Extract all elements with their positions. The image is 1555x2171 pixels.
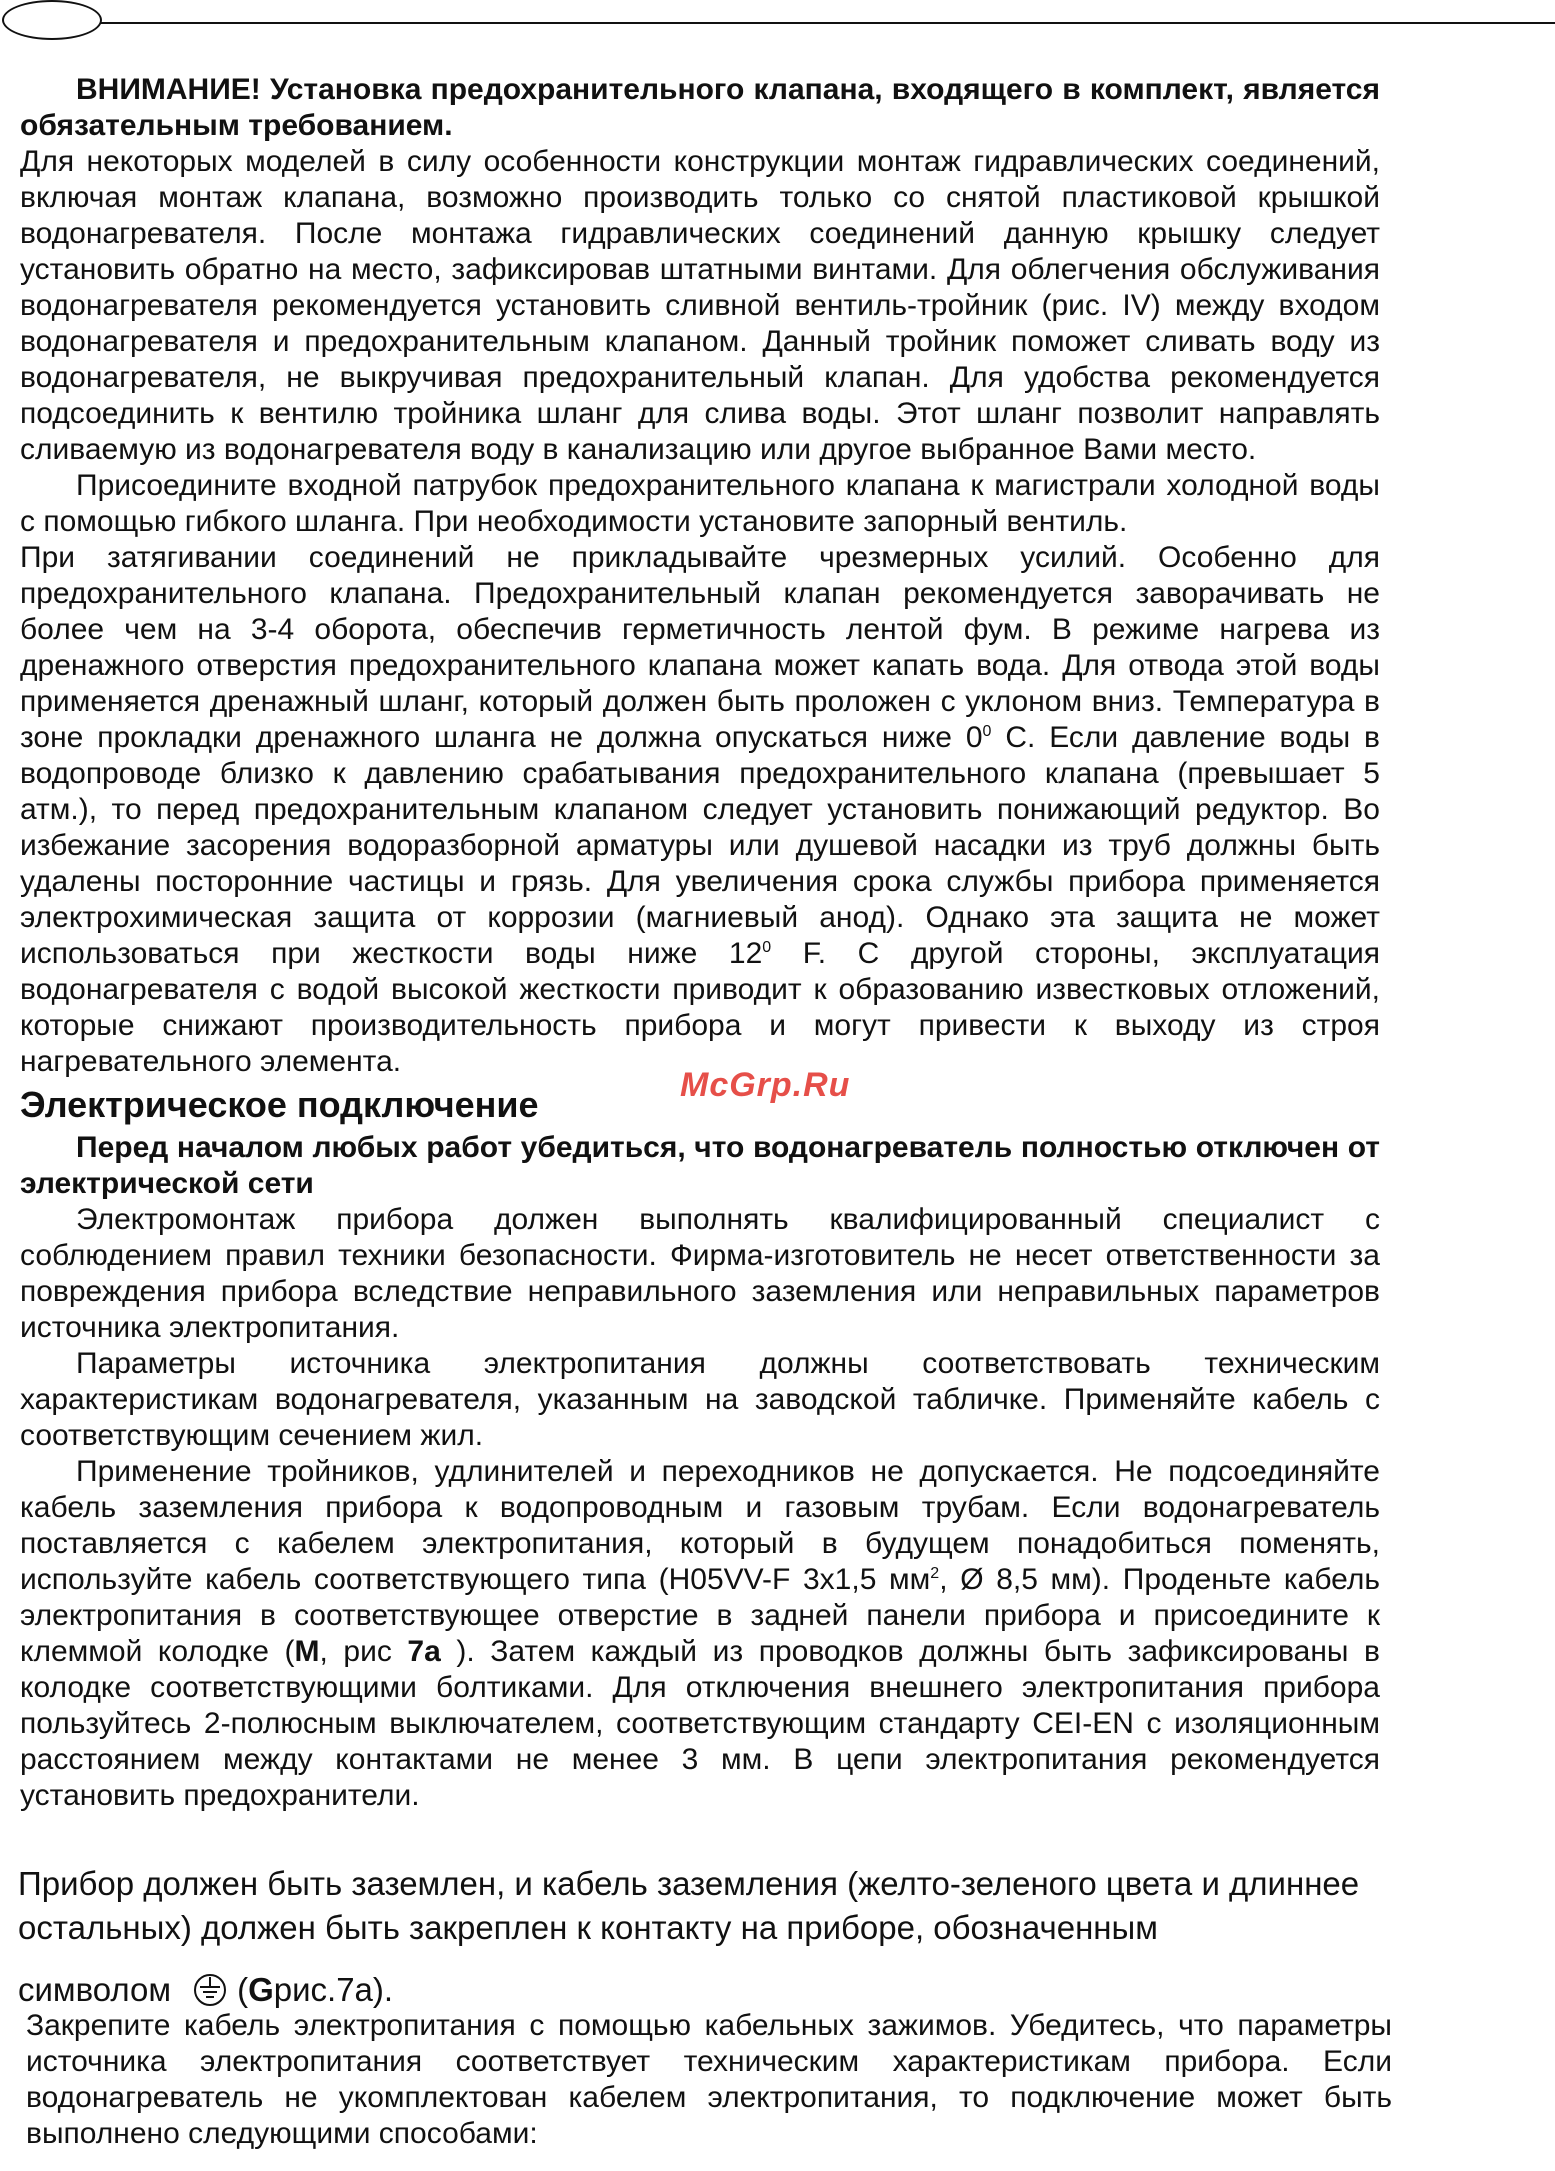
degree-mark: 0 <box>982 723 992 740</box>
figure-ref: 7a <box>407 1635 441 1668</box>
section-warning: Перед началом любых работ убедиться, что водонагреватель полностью отключен от электрической сети <box>20 1131 1380 1200</box>
symbol-word: символом <box>18 1971 172 2008</box>
warning-valve <box>20 72 1380 144</box>
paragraph-connections <box>20 540 1380 1080</box>
ground-symbol-icon <box>193 1973 227 2007</box>
cable-text-a: Применение тройников, удлинителей и переходников не допускается. Не подсоединяйте кабель заземления прибора к водопроводным и газовым трубам. Если водонагреватель поставляется с кабелем электропитания, который в будущем понадобиться поменять, используйте кабель соответствующего типа (H05VV-F 3x1,5 мм <box>20 1455 1380 1596</box>
page-number-oval <box>2 0 102 40</box>
page-header <box>0 0 1555 50</box>
cable-text-b: , Ø 8,5 мм). Проденьте кабель электропитания в соответствующее отверстие в задней панели прибора и присоедините к клеммой колодке ( <box>20 1563 1380 1668</box>
paragraph-power-params: Параметры источника электропитания должны соответствовать техническим характеристикам водонагревателя, указанным на заводской табличке. Применяйте кабель с соответствующим сечением жил. <box>20 1347 1380 1452</box>
connections-text-c: F. С другой стороны, эксплуатация водонагревателя с водой высокой жесткости приводит к образованию известковых отложений, которые снижают производительность прибора и могут привести к выходу из строя нагревательного элемента. <box>20 937 1381 1078</box>
section-title: Электрическое подключение <box>20 1084 539 1125</box>
warning-lead: ВНИМАНИЕ! <box>76 73 261 106</box>
connections-text-b: С. Если давление воды в водопроводе близко к давлению срабатывания предохранительного клапана (превышает 5 атм.), то перед предохранительным клапаном следует установить понижающий редуктор. Во избежание засорения водоразборной арматуры или душевой насадки из труб должны быть удалены посторонние частицы и грязь. Для увеличения срока службы прибора применяется электрохимическая защита от коррозии (магниевый анод). Однако эта защита не может использоваться при жесткости воды ниже 12 <box>20 721 1380 970</box>
grounding-text: Прибор должен быть заземлен, и кабель заземления (желто-зеленого цвета и длиннее остальных) должен быть закреплен к контакту на приборе, обозначенным <box>18 1865 1360 1946</box>
degree-mark: 0 <box>762 939 772 956</box>
watermark: McGrp.Ru <box>680 1066 851 1104</box>
paragraph-installation: Для некоторых моделей в силу особенности конструкции монтаж гидравлических соединений, включая монтаж клапана, возможно производить только со снятой пластиковой крышкой водонагревателя. После монтажа гидравлических соединений данную крышку следует установить обратно на место, зафиксировав штатными винтами. Для облегчения обслуживания водонагревателя рекомендуется установить сливной вентиль-тройник (рис. IV) между входом водонагревателя и предохранительным клапаном. Данный тройник поможет сливать воду из водонагревателя, не выкручивая предохранительный клапан. Для удобства рекомендуется подсоединить к вентилю тройника шланг для слива воды. Этот шланг позволит направлять сливаемую из водонагревателя воду в канализацию или другое выбранное Вами место. <box>20 145 1380 466</box>
connections-text-a: При затягивании соединений не прикладывайте чрезмерных усилий. Особенно для предохранительного клапана. Предохранительный клапан рекомендуется заворачивать не более чем на 3-4 оборота, обеспечив герметичность лентой фум. В режиме нагрева из дренажного отверстия предохранительного клапана может капать вода. Для отвода этой воды применяется дренажный шланг, который должен быть проложен с уклоном вниз. Температура в зоне прокладки дренажного шланга не должна опускаться ниже 0 <box>20 541 1380 754</box>
open-paren: ( <box>237 1971 249 2008</box>
paragraph-cable <box>20 1454 1380 1814</box>
warning-rest: Установка предохранительного клапана, входящего в комплект, является обязательным требованием. <box>20 73 1380 142</box>
paragraph-electrician: Электромонтаж прибора должен выполнять квалифицированный специалист с соблюдением правил техники безопасности. Фирма-изготовитель не несет ответственности за повреждения прибора вследствие неправильного заземления или неправильных параметров источника электропитания. <box>20 1203 1380 1344</box>
main-content <box>20 72 1380 1814</box>
ground-ref: G <box>248 1971 274 2008</box>
ground-fig-ref: рис.7а). <box>273 1971 394 2008</box>
square-mark: 2 <box>930 1565 940 1582</box>
grounding-block <box>18 1862 1438 2012</box>
paragraph-inlet: Присоедините входной патрубок предохранительного клапана к магистрали холодной воды с помощью гибкого шланга. При необходимости установите запорный вентиль. <box>20 469 1380 538</box>
final-paragraph: Закрепите кабель электропитания с помощью кабельных зажимов. Убедитесь, что параметры источника электропитания соответствует техническим характеристикам прибора. Если водонагреватель не укомплектован кабелем электропитания, то подключение может быть выполнено следующими способами: <box>26 2009 1392 2150</box>
cable-text-c: , рис <box>319 1635 408 1668</box>
header-rule <box>100 22 1555 24</box>
grounding-symbol-line <box>18 1968 1438 2012</box>
final-block <box>26 2008 1392 2152</box>
cable-text-d: ). Затем каждый из проводков должны быть зафиксированы в колодке соответствующими болтиками. Для отключения внешнего электропитания прибора пользуйтесь 2-полюсным выключателем, соответствующим стандарту CEI-EN с изоляционным расстоянием между контактами не менее 3 мм. В цепи электропитания рекомендуется установить предохранители. <box>20 1635 1380 1812</box>
terminal-ref: M <box>294 1635 320 1668</box>
